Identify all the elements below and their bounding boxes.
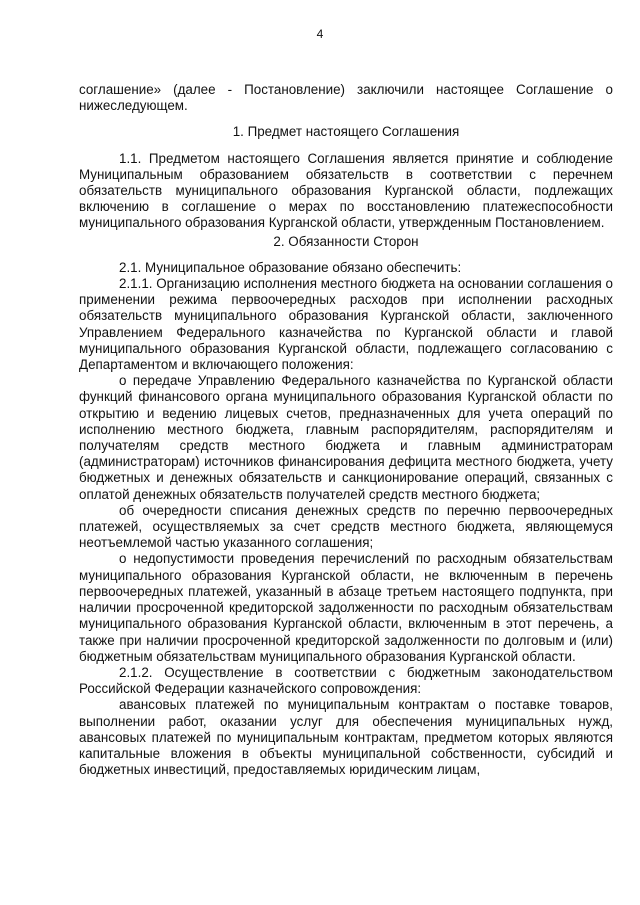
section-2-heading: 2. Обязанности Сторон xyxy=(273,233,419,249)
list-item-advance-payments: авансовых платежей по муниципальным контрактам о поставке товаров, выполнении работ, оказании услуг для обеспечения муниципальных нужд, авансовых платежей по муниципальным контрактам, предметом которых являются капитальные вложения в объекты муниципальной собственности, субсидий и бюджетных инвестиций, предоставляемых юридическим лицам, xyxy=(79,697,613,778)
list-item-payment-order: об очередности списания денежных средств по перечню первоочередных платежей, осуществляемых за счет средств местного бюджета, являющемуся неотъемлемой частью указанного соглашения; xyxy=(79,502,613,551)
intro-paragraph: соглашение» (далее - Постановление) заключили настоящее Соглашение о нижеследующем. xyxy=(79,82,613,114)
paragraph-2-1-2: 2.1.2. Осуществление в соответствии с бюджетным законодательством Российской Федерации казначейского сопровождения: xyxy=(79,664,613,697)
page-number: 4 xyxy=(316,27,324,41)
section-1-heading: 1. Предмет настоящего Соглашения xyxy=(232,124,460,140)
paragraph-1-1: 1.1. Предметом настоящего Соглашения является принятие и соблюдение Муниципальным образованием обязательств в соответствии с перечнем обязательств муниципального образования Курганской области, подлежащих включению в соглашение о мерах по восстановлению платежеспособности муниципального образования Курганской области, утвержденным Постановлением. xyxy=(79,150,613,231)
paragraph-2-1: 2.1. Муниципальное образование обязано обеспечить: xyxy=(119,259,462,275)
document-body xyxy=(79,82,613,778)
paragraph-2-1-1: 2.1.1. Организацию исполнения местного бюджета на основании соглашения о применении режима первоочередных расходов при исполнении расходных обязательств муниципального образования Курганской области, заключенного Управлением Федерального казначейства по Курганской области и главой муниципального образования Курганской области, подлежащего согласованию с Департаментом и включающего положения: xyxy=(79,276,613,373)
list-item-transfer-restriction: о недопустимости проведения перечислений по расходным обязательствам муниципального образования Курганской области, не включенным в перечень первоочередных платежей, указанный в абзаце третьем настоящего подпункта, при наличии просроченной кредиторской задолженности по расходным обязательствам муниципального образования Курганской области, включенным в этот перечень, а также при наличии просроченной кредиторской задолженности по долговым и (или) бюджетным обязательствам муниципального образования Курганской области. xyxy=(79,551,613,664)
list-item-transfer-functions: о передаче Управлению Федерального казначейства по Курганской области функций финансового органа муниципального образования Курганской области по открытию и ведению лицевых счетов, предназначенных для учета операций по исполнению местного бюджета, главным распорядителям, распорядителям и получателям средств местного бюджета и главным администраторам (администраторам) источников финансирования дефицита местного бюджета, учету бюджетных и денежных обязательств и санкционирование операций, связанных с оплатой денежных обязательств получателей средств местного бюджета; xyxy=(79,373,613,502)
